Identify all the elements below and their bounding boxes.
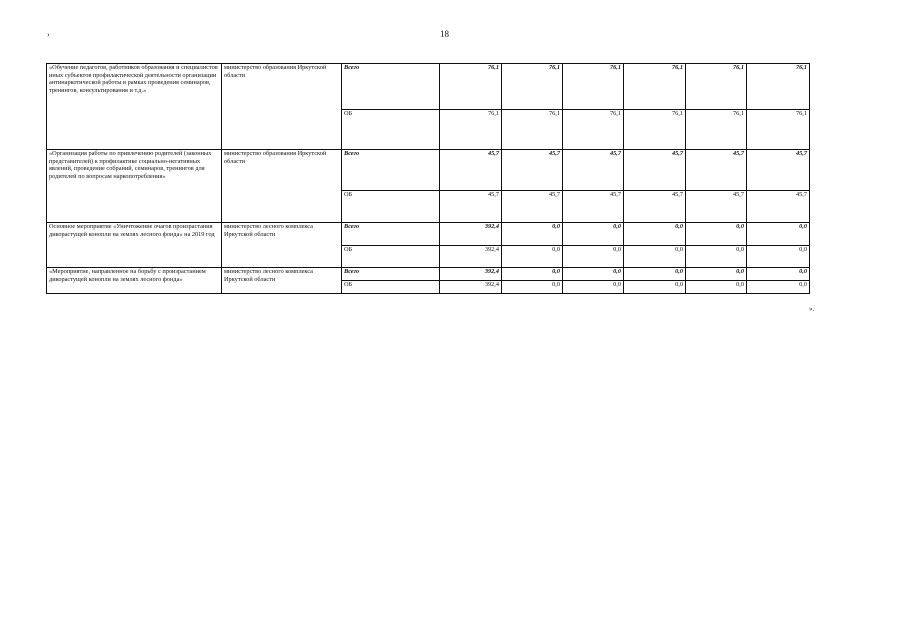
source-label-total: Всего [342,150,440,191]
total-value-cell: 0,0 [686,223,747,246]
total-value-cell: 392,4 [440,223,502,246]
table-row-total [47,64,810,110]
table-row-total [47,150,810,191]
executor-cell: министерство лесного комплекса Иркутской области [222,268,342,294]
source-value-cell: 0,0 [624,246,686,268]
source-value-cell: 0,0 [502,246,563,268]
source-value-cell: 45,7 [563,191,624,223]
source-value-cell: 0,0 [563,281,624,294]
source-label-total: Всего [342,223,440,246]
total-value-cell: 392,4 [440,268,502,281]
executor-cell: министерство лесного комплекса Иркутской области [222,223,342,268]
table-body [47,64,810,294]
source-value-cell: 0,0 [624,281,686,294]
source-value-cell: 0,0 [686,246,747,268]
total-value-cell: 45,7 [440,150,502,191]
total-value-cell: 76,1 [563,64,624,110]
source-value-cell: 45,7 [440,191,502,223]
source-value-cell: 392,4 [440,246,502,268]
total-value-cell: 0,0 [502,223,563,246]
source-value-cell: 45,7 [686,191,747,223]
total-value-cell: 45,7 [686,150,747,191]
total-value-cell: 76,1 [624,64,686,110]
source-value-cell: 0,0 [747,281,810,294]
total-value-cell: 76,1 [502,64,563,110]
budget-table [46,63,810,294]
total-value-cell: 0,0 [686,268,747,281]
source-value-cell: 45,7 [502,191,563,223]
source-value-cell: 0,0 [563,246,624,268]
source-label-ob: ОБ [342,191,440,223]
event-name-cell: Основное мероприятие «Уничтожение очагов произрастания дикорастущей конопли на землях лесного фонда» на 2019 год [47,223,222,268]
event-name-cell: «Обучение педагогов, работников образования и специалистов иных субъектов профилактической деятельности организации антинаркотической работы в рамках проведения семинаров, тренингов, консультирования и т.д.» [47,64,222,150]
source-value-cell: 45,7 [624,191,686,223]
table-row-total [47,223,810,246]
total-value-cell: 0,0 [624,268,686,281]
total-value-cell: 76,1 [747,64,810,110]
total-value-cell: 76,1 [440,64,502,110]
table-row-total [47,268,810,281]
source-label-ob: ОБ [342,246,440,268]
total-value-cell: 0,0 [747,268,810,281]
page-number: 18 [440,29,449,39]
total-value-cell: 0,0 [563,268,624,281]
total-value-cell: 45,7 [624,150,686,191]
total-value-cell: 0,0 [624,223,686,246]
source-value-cell: 0,0 [502,281,563,294]
source-value-cell: 76,1 [440,110,502,150]
total-value-cell: 45,7 [502,150,563,191]
source-value-cell: 45,7 [747,191,810,223]
page-mark: › [47,30,50,39]
source-value-cell: 76,1 [502,110,563,150]
total-value-cell: 0,0 [563,223,624,246]
source-value-cell: 76,1 [624,110,686,150]
source-value-cell: 76,1 [686,110,747,150]
executor-cell: министерство образования Иркутской области [222,150,342,223]
source-value-cell: 76,1 [747,110,810,150]
source-value-cell: 392,4 [440,281,502,294]
source-label-ob: ОБ [342,281,440,294]
source-label-total: Всего [342,64,440,110]
total-value-cell: 0,0 [502,268,563,281]
total-value-cell: 0,0 [747,223,810,246]
total-value-cell: 45,7 [563,150,624,191]
executor-cell: министерство образования Иркутской области [222,64,342,150]
event-name-cell: «Организация работы по привлечению родителей (законных представителей) к профилактике социально-негативных явлений, проведение собраний, семинаров, тренингов для родителей по вопросам наркопотребления» [47,150,222,223]
total-value-cell: 76,1 [686,64,747,110]
total-value-cell: 45,7 [747,150,810,191]
source-label-total: Всего [342,268,440,281]
source-label-ob: ОБ [342,110,440,150]
source-value-cell: 0,0 [747,246,810,268]
source-value-cell: 0,0 [686,281,747,294]
closing-quote-mark: ». [809,305,815,313]
source-value-cell: 76,1 [563,110,624,150]
event-name-cell: «Мероприятие, направленное на борьбу с произрастанием дикорастущей конопли на землях лесного фонда» [47,268,222,294]
